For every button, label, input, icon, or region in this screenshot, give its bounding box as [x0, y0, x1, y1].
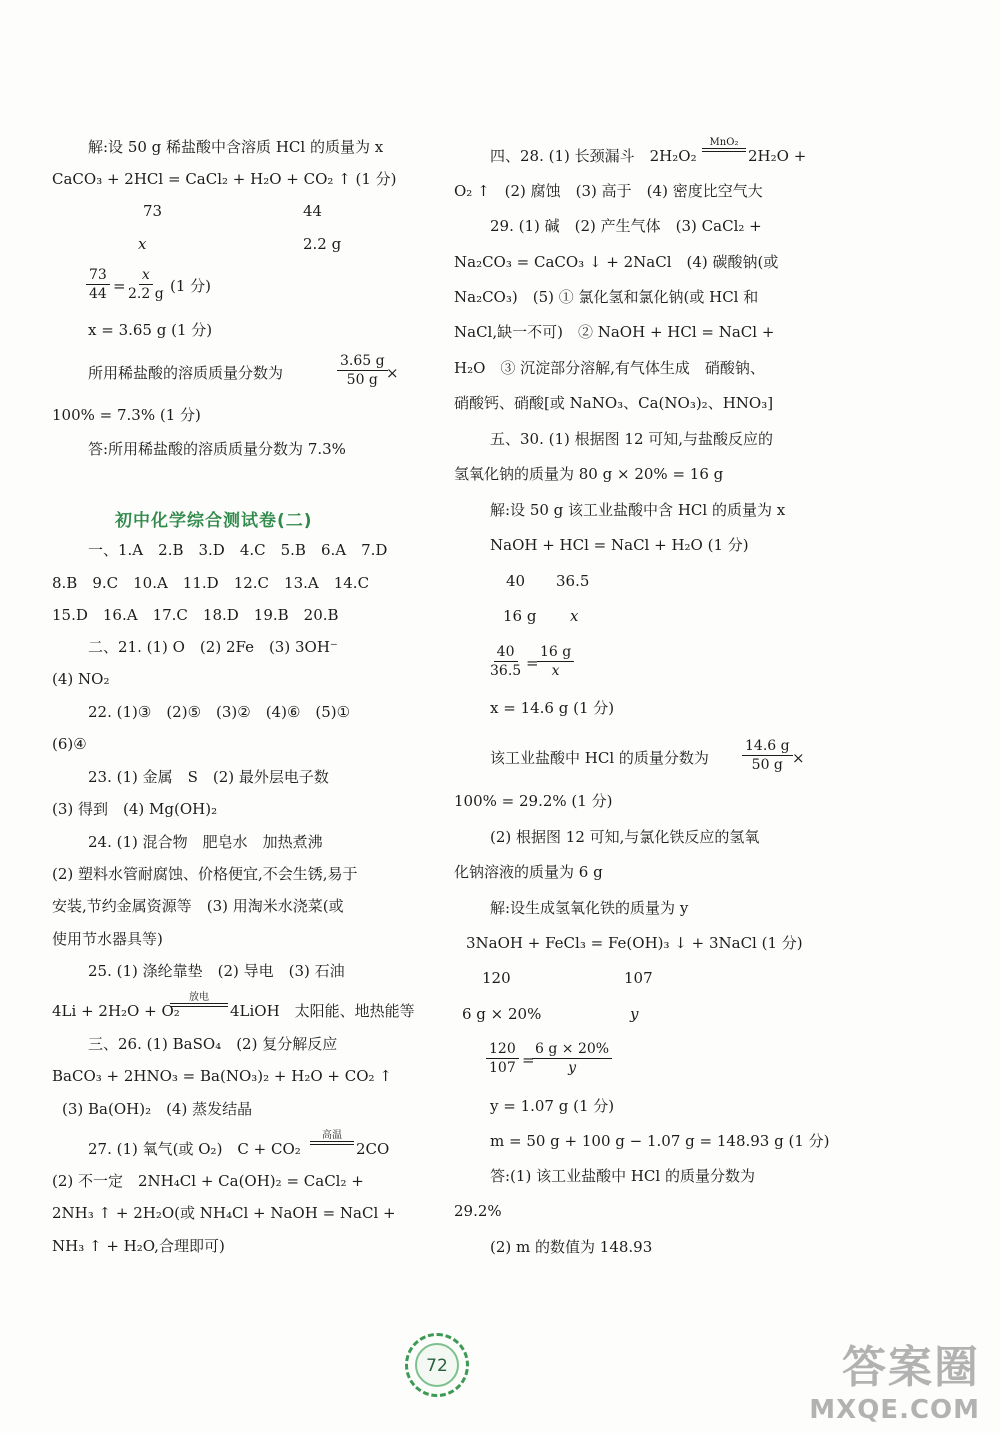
answer-line: 24. (1) 混合物 肥皂水 加热煮沸	[88, 833, 323, 851]
ratio-value: 73	[143, 202, 163, 220]
fraction: $\frac{14.6 g}{50 g}$	[742, 737, 793, 774]
result-line: x = 3.65 g (1 分)	[88, 321, 213, 339]
answer-line: 8.B 9.C 10.A 11.D 12.C 13.A 14.C	[52, 574, 370, 592]
result-line: m = 50 g + 100 g − 1.07 g = 148.93 g (1 分)	[490, 1132, 830, 1150]
answer-line: 五、30. (1) 根据图 12 可知,与盐酸反应的	[490, 430, 774, 448]
watermark	[809, 1331, 980, 1425]
watermark-url: MXQE.COM	[809, 1395, 980, 1425]
text-line: 该工业盐酸中 HCl 的质量分数为	[490, 749, 709, 767]
answer-line: 氢氧化钠的质量为 80 g × 20% = 16 g	[454, 465, 724, 483]
ratio-value: 40	[506, 572, 526, 590]
ratio-value: x	[570, 607, 579, 625]
ratio-value: x	[138, 235, 147, 253]
equation-caco3: CaCO₃ + 2HCl = CaCl₂ + H₂O + CO₂ ↑ (1 分)	[52, 170, 397, 188]
solution-intro: 解:设生成氢氧化铁的质量为 y	[490, 899, 689, 917]
answer-line: 答:所用稀盐酸的溶质质量分数为 7.3%	[88, 440, 346, 458]
result-line: x = 14.6 g (1 分)	[490, 699, 615, 717]
answer-line: 15.D 16.A 17.C 18.D 19.B 20.B	[52, 606, 339, 624]
equation-fecl3: 3NaOH + FeCl₃ = Fe(OH)₃ ↓ + 3NaCl (1 分)	[466, 934, 803, 952]
ratio-value: 44	[303, 202, 323, 220]
answer-line: (4) NO₂	[52, 670, 110, 688]
ratio-value: 16 g	[503, 607, 537, 625]
equals-sign: =	[113, 277, 126, 295]
answer-line: 安装,节约金属资源等 (3) 用淘米水浇菜(或	[52, 897, 344, 915]
answer-line: Na₂CO₃ = CaCO₃ ↓ + 2NaCl (4) 碳酸钠(或	[454, 253, 779, 271]
answer-line: 29. (1) 碱 (2) 产生气体 (3) CaCl₂ +	[490, 217, 762, 235]
fraction: $\frac{x}{2.2 g}$	[128, 267, 164, 302]
answer-line: (2) 根据图 12 可知,与氯化铁反应的氢氧	[490, 828, 760, 846]
answer-line: 三、26. (1) BaSO₄ (2) 复分解反应	[88, 1035, 338, 1053]
answer-line: Na₂CO₃) (5) ① 氯化氢和氯化钠(或 HCl 和	[454, 288, 759, 306]
reaction-arrow: 高温	[310, 1130, 354, 1145]
score-note: (1 分)	[170, 277, 212, 295]
times-sign: ×	[792, 749, 805, 767]
answer-line: (3) 得到 (4) Mg(OH)₂	[52, 800, 218, 818]
answer-line: 答:(1) 该工业盐酸中 HCl 的质量分数为	[490, 1167, 755, 1185]
answer-line: 23. (1) 金属 S (2) 最外层电子数	[88, 768, 329, 786]
solution-intro: 解:设 50 g 该工业盐酸中含 HCl 的质量为 x	[490, 501, 786, 519]
answer-line: 2NH₃ ↑ + 2H₂O(或 NH₄Cl + NaOH = NaCl +	[52, 1204, 396, 1222]
ratio-value: 107	[624, 969, 653, 987]
answer-line: 27. (1) 氧气(或 O₂) C + CO₂	[88, 1140, 301, 1158]
ratio-value: 2.2 g	[303, 235, 342, 253]
solution-intro: 解:设 50 g 稀盐酸中含溶质 HCl 的质量为 x	[88, 138, 384, 156]
answer-line: 四、28. (1) 长颈漏斗 2H₂O₂	[490, 147, 697, 165]
reaction-arrow: 放电	[170, 992, 228, 1007]
fraction: $\frac{6 g \times 20\%}{y}$	[532, 1040, 612, 1077]
answer-line: (3) Ba(OH)₂ (4) 蒸发结晶	[62, 1100, 253, 1118]
answer-line: 化钠溶液的质量为 6 g	[454, 863, 603, 881]
answer-line: O₂ ↑ (2) 腐蚀 (3) 高于 (4) 密度比空气大	[454, 182, 763, 200]
answer-line: NaCl,缺一不可) ② NaOH + HCl = NaCl +	[454, 323, 775, 341]
fraction: $\frac{73}{44}$	[86, 266, 110, 303]
fraction: $\frac{16 g}{x}$	[537, 643, 574, 680]
answer-line: (2) m 的数值为 148.93	[490, 1238, 653, 1256]
fraction: $\frac{120}{107}$	[486, 1040, 519, 1077]
answer-line: 22. (1)③ (2)⑤ (3)② (4)⑥ (5)①	[88, 703, 351, 721]
answer-line: (2) 塑料水管耐腐蚀、价格便宜,不会生锈,易于	[52, 865, 358, 883]
ratio-value: 120	[482, 969, 511, 987]
answer-line: 一、1.A 2.B 3.D 4.C 5.B 6.A 7.D	[88, 541, 388, 559]
result-line: 100% = 29.2% (1 分)	[454, 792, 613, 810]
answer-line: BaCO₃ + 2HNO₃ = Ba(NO₃)₂ + H₂O + CO₂ ↑	[52, 1067, 392, 1085]
equals-sign: =	[526, 654, 539, 672]
result-line: y = 1.07 g (1 分)	[490, 1097, 615, 1115]
page-number-badge	[399, 1327, 479, 1407]
answer-line: (2) 不一定 2NH₄Cl + Ca(OH)₂ = CaCl₂ +	[52, 1172, 364, 1190]
answer-line: H₂O ③ 沉淀部分溶解,有气体生成 硝酸钠、	[454, 359, 765, 377]
fraction: $\frac{3.65 g}{50 g}$	[337, 352, 388, 389]
ratio-value: 36.5	[556, 572, 590, 590]
answer-line: 4LiOH 太阳能、地热能等	[230, 1002, 415, 1020]
answer-line: 二、21. (1) O (2) 2Fe (3) 3OH⁻	[88, 638, 338, 656]
reaction-arrow: MnO₂	[702, 137, 746, 152]
answer-line: (6)④	[52, 735, 87, 753]
result-line: 100% = 7.3% (1 分)	[52, 406, 201, 424]
section-title: 初中化学综合测试卷(二)	[115, 511, 313, 531]
answer-line: 使用节水器具等)	[52, 930, 163, 948]
watermark-logo: 答案圈	[842, 1342, 980, 1393]
fraction: $\frac{40}{36.5}$	[490, 644, 522, 679]
answer-line: 25. (1) 涤纶靠垫 (2) 导电 (3) 石油	[88, 962, 345, 980]
answer-line: 硝酸钙、硝酸[或 NaNO₃、Ca(NO₃)₂、HNO₃]	[454, 394, 774, 412]
text-line: 所用稀盐酸的溶质质量分数为	[88, 364, 284, 382]
answer-line: 29.2%	[454, 1202, 502, 1220]
ratio-value: 6 g × 20%	[462, 1005, 542, 1023]
answer-line: NH₃ ↑ + H₂O,合理即可)	[52, 1237, 225, 1255]
equation-naoh: NaOH + HCl = NaCl + H₂O (1 分)	[490, 536, 749, 554]
answer-line: 4Li + 2H₂O + O₂	[52, 1002, 180, 1020]
answer-line: 2H₂O +	[748, 147, 807, 165]
page-number: 72	[426, 1356, 448, 1376]
equals-sign: =	[522, 1051, 535, 1069]
times-sign: ×	[386, 364, 399, 382]
ratio-value: y	[630, 1005, 639, 1023]
answer-line: 2CO	[356, 1140, 390, 1158]
